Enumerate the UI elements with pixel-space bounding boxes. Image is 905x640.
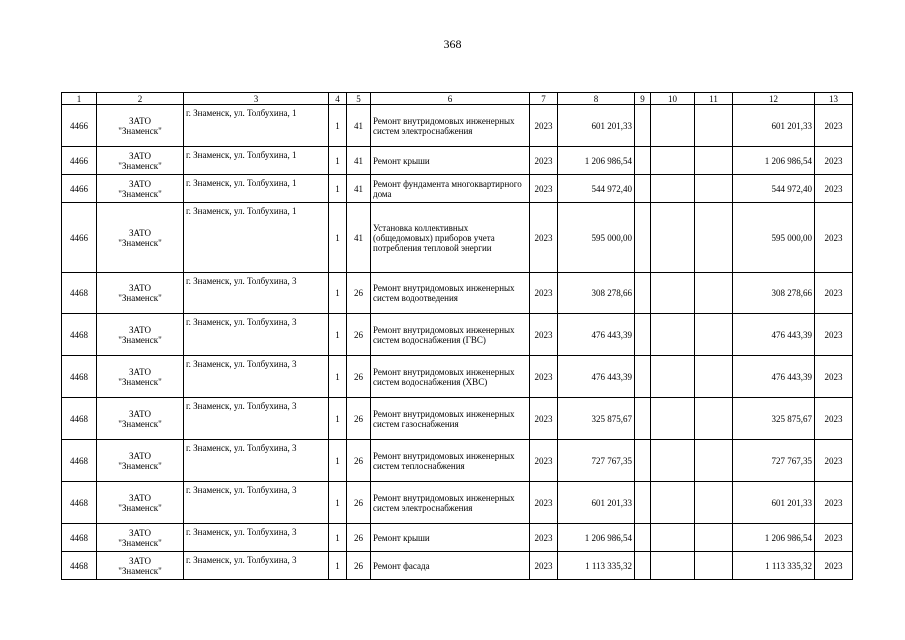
municipality-line2: "Знаменск": [118, 502, 162, 513]
col11-cell: [695, 482, 733, 524]
cost-cell: 325 875,67: [558, 398, 635, 440]
completion-year-cell: 2023: [815, 398, 853, 440]
col9-cell: [635, 273, 651, 314]
address-cell: г. Знаменск, ул. Толбухина, 3: [184, 314, 329, 356]
work-type-cell: Ремонт фасада: [371, 552, 530, 580]
column-header: 9: [635, 93, 651, 105]
work-type-cell: Ремонт крыши: [371, 524, 530, 552]
cost-cell: 544 972,40: [558, 175, 635, 203]
municipality-cell: [97, 398, 184, 440]
table-row: [62, 552, 853, 580]
cost-cell: 727 767,35: [558, 440, 635, 482]
year-cell: 2023: [530, 147, 558, 175]
col4-cell: 1: [329, 273, 347, 314]
address-cell: г. Знаменск, ул. Толбухина, 1: [184, 203, 329, 273]
col5-cell: 26: [347, 482, 371, 524]
municipality-line2: "Знаменск": [118, 334, 162, 345]
municipality-line2: "Знаменск": [118, 237, 162, 248]
col11-cell: [695, 105, 733, 147]
column-header: 3: [184, 93, 329, 105]
municipality-cell: [97, 356, 184, 398]
column-number-header-row: [62, 93, 853, 105]
completion-year-cell: 2023: [815, 552, 853, 580]
cost-cell: 1 206 986,54: [558, 147, 635, 175]
col4-cell: 1: [329, 147, 347, 175]
cost-cell: 601 201,33: [558, 482, 635, 524]
table-row: [62, 175, 853, 203]
cost-cell: 1 206 986,54: [558, 524, 635, 552]
col4-cell: 1: [329, 524, 347, 552]
address-cell: г. Знаменск, ул. Толбухина, 1: [184, 105, 329, 147]
col10-cell: [651, 398, 695, 440]
col4-cell: 1: [329, 203, 347, 273]
municipality-line1: ЗАТО: [128, 366, 152, 377]
col10-cell: [651, 273, 695, 314]
completion-year-cell: 2023: [815, 356, 853, 398]
col9-cell: [635, 524, 651, 552]
total-cost-cell: 601 201,33: [733, 482, 815, 524]
record-id-cell: 4468: [62, 524, 97, 552]
col5-cell: 26: [347, 440, 371, 482]
repair-program-table: [61, 92, 853, 580]
record-id-cell: 4468: [62, 356, 97, 398]
municipality-line1: ЗАТО: [128, 283, 152, 293]
address-cell: г. Знаменск, ул. Толбухина, 3: [184, 440, 329, 482]
total-cost-cell: 1 206 986,54: [733, 147, 815, 175]
address-cell: г. Знаменск, ул. Толбухина, 3: [184, 273, 329, 314]
table-row: [62, 203, 853, 273]
year-cell: 2023: [530, 203, 558, 273]
municipality-cell: [97, 314, 184, 356]
municipality-line2: "Знаменск": [118, 460, 162, 471]
col10-cell: [651, 147, 695, 175]
address-cell: г. Знаменск, ул. Толбухина, 3: [184, 398, 329, 440]
address-cell: г. Знаменск, ул. Толбухина, 3: [184, 356, 329, 398]
municipality-line1: ЗАТО: [128, 178, 152, 189]
column-header: 6: [371, 93, 530, 105]
col4-cell: 1: [329, 105, 347, 147]
municipality-line2: "Знаменск": [118, 293, 162, 303]
col10-cell: [651, 482, 695, 524]
table-row: [62, 356, 853, 398]
municipality-cell: [97, 203, 184, 273]
col10-cell: [651, 105, 695, 147]
municipality-cell: [97, 482, 184, 524]
col10-cell: [651, 203, 695, 273]
col11-cell: [695, 356, 733, 398]
col9-cell: [635, 175, 651, 203]
record-id-cell: 4466: [62, 105, 97, 147]
municipality-line1: ЗАТО: [128, 115, 152, 126]
municipality-line1: ЗАТО: [128, 227, 152, 238]
year-cell: 2023: [530, 524, 558, 552]
completion-year-cell: 2023: [815, 105, 853, 147]
table-row: [62, 105, 853, 147]
total-cost-cell: 595 000,00: [733, 203, 815, 273]
col10-cell: [651, 314, 695, 356]
col9-cell: [635, 398, 651, 440]
col10-cell: [651, 175, 695, 203]
year-cell: 2023: [530, 105, 558, 147]
column-header: 11: [695, 93, 733, 105]
col5-cell: 26: [347, 552, 371, 580]
completion-year-cell: 2023: [815, 203, 853, 273]
col10-cell: [651, 524, 695, 552]
col10-cell: [651, 552, 695, 580]
municipality-line2: "Знаменск": [118, 188, 162, 199]
cost-cell: 476 443,39: [558, 314, 635, 356]
municipality-line2: "Знаменск": [118, 376, 162, 387]
col9-cell: [635, 147, 651, 175]
completion-year-cell: 2023: [815, 482, 853, 524]
municipality-cell: [97, 440, 184, 482]
total-cost-cell: 325 875,67: [733, 398, 815, 440]
municipality-cell: [97, 147, 184, 175]
col11-cell: [695, 147, 733, 175]
table-row: [62, 273, 853, 314]
col5-cell: 41: [347, 105, 371, 147]
col11-cell: [695, 203, 733, 273]
col4-cell: 1: [329, 398, 347, 440]
col11-cell: [695, 552, 733, 580]
table-row: [62, 440, 853, 482]
year-cell: 2023: [530, 175, 558, 203]
year-cell: 2023: [530, 398, 558, 440]
municipality-cell: [97, 105, 184, 147]
col11-cell: [695, 175, 733, 203]
col4-cell: 1: [329, 552, 347, 580]
column-header: 12: [733, 93, 815, 105]
municipality-cell: [97, 524, 184, 552]
col4-cell: 1: [329, 175, 347, 203]
record-id-cell: 4468: [62, 314, 97, 356]
column-header: 5: [347, 93, 371, 105]
work-type-cell: Ремонт внутридомовых инженерных систем водоотведения: [371, 273, 530, 314]
table-row: [62, 147, 853, 175]
work-type-cell: Ремонт внутридомовых инженерных систем водоснабжения (ГВС): [371, 314, 530, 356]
municipality-line2: "Знаменск": [118, 160, 162, 171]
year-cell: 2023: [530, 314, 558, 356]
col11-cell: [695, 314, 733, 356]
municipality-cell: [97, 552, 184, 580]
col9-cell: [635, 552, 651, 580]
municipality-cell: [97, 175, 184, 203]
record-id-cell: 4466: [62, 203, 97, 273]
col11-cell: [695, 273, 733, 314]
col4-cell: 1: [329, 356, 347, 398]
col5-cell: 41: [347, 147, 371, 175]
municipality-line1: ЗАТО: [128, 324, 152, 335]
municipality-line1: ЗАТО: [128, 527, 152, 538]
col9-cell: [635, 314, 651, 356]
work-type-cell: Ремонт фундамента многоквартирного дома: [371, 175, 530, 203]
column-header: 1: [62, 93, 97, 105]
address-cell: г. Знаменск, ул. Толбухина, 1: [184, 175, 329, 203]
work-type-cell: Ремонт внутридомовых инженерных систем водоснабжения (ХВС): [371, 356, 530, 398]
table-row: [62, 314, 853, 356]
municipality-line2: "Знаменск": [118, 565, 162, 576]
total-cost-cell: 601 201,33: [733, 105, 815, 147]
record-id-cell: 4468: [62, 482, 97, 524]
table-row: [62, 398, 853, 440]
cost-cell: 308 278,66: [558, 273, 635, 314]
col5-cell: 26: [347, 398, 371, 440]
work-type-cell: Установка коллективных (общедомовых) приборов учета потребления тепловой энергии: [371, 203, 530, 273]
completion-year-cell: 2023: [815, 175, 853, 203]
work-type-cell: Ремонт крыши: [371, 147, 530, 175]
total-cost-cell: 544 972,40: [733, 175, 815, 203]
year-cell: 2023: [530, 482, 558, 524]
address-cell: г. Знаменск, ул. Толбухина, 3: [184, 482, 329, 524]
total-cost-cell: 727 767,35: [733, 440, 815, 482]
municipality-line1: ЗАТО: [128, 450, 152, 461]
record-id-cell: 4468: [62, 398, 97, 440]
address-cell: г. Знаменск, ул. Толбухина, 3: [184, 524, 329, 552]
municipality-line2: "Знаменск": [118, 537, 162, 548]
year-cell: 2023: [530, 273, 558, 314]
col5-cell: 26: [347, 356, 371, 398]
record-id-cell: 4468: [62, 273, 97, 314]
address-cell: г. Знаменск, ул. Толбухина, 1: [184, 147, 329, 175]
table-row: [62, 482, 853, 524]
col9-cell: [635, 203, 651, 273]
record-id-cell: 4466: [62, 147, 97, 175]
col9-cell: [635, 482, 651, 524]
col9-cell: [635, 105, 651, 147]
col4-cell: 1: [329, 314, 347, 356]
col11-cell: [695, 440, 733, 482]
municipality-line2: "Знаменск": [118, 418, 162, 429]
completion-year-cell: 2023: [815, 147, 853, 175]
year-cell: 2023: [530, 552, 558, 580]
col9-cell: [635, 440, 651, 482]
column-header: 2: [97, 93, 184, 105]
total-cost-cell: 1 113 335,32: [733, 552, 815, 580]
col5-cell: 41: [347, 203, 371, 273]
record-id-cell: 4468: [62, 552, 97, 580]
total-cost-cell: 1 206 986,54: [733, 524, 815, 552]
completion-year-cell: 2023: [815, 314, 853, 356]
municipality-line1: ЗАТО: [128, 555, 152, 566]
col10-cell: [651, 356, 695, 398]
col11-cell: [695, 398, 733, 440]
year-cell: 2023: [530, 356, 558, 398]
work-type-cell: Ремонт внутридомовых инженерных систем теплоснабжения: [371, 440, 530, 482]
col5-cell: 26: [347, 273, 371, 314]
col11-cell: [695, 524, 733, 552]
column-header: 8: [558, 93, 635, 105]
record-id-cell: 4468: [62, 440, 97, 482]
col5-cell: 26: [347, 524, 371, 552]
col5-cell: 26: [347, 314, 371, 356]
table-row: [62, 524, 853, 552]
municipality-cell: [97, 273, 184, 314]
municipality-line1: ЗАТО: [128, 492, 152, 503]
col9-cell: [635, 356, 651, 398]
municipality-line2: "Знаменск": [118, 125, 162, 136]
cost-cell: 601 201,33: [558, 105, 635, 147]
column-header: 4: [329, 93, 347, 105]
total-cost-cell: 476 443,39: [733, 356, 815, 398]
work-type-cell: Ремонт внутридомовых инженерных систем электроснабжения: [371, 482, 530, 524]
col4-cell: 1: [329, 440, 347, 482]
municipality-line1: ЗАТО: [128, 150, 152, 161]
col5-cell: 41: [347, 175, 371, 203]
address-cell: г. Знаменск, ул. Толбухина, 3: [184, 552, 329, 580]
table-body: [62, 93, 853, 580]
column-header: 10: [651, 93, 695, 105]
page-number: 368: [443, 37, 462, 51]
cost-cell: 595 000,00: [558, 203, 635, 273]
col10-cell: [651, 440, 695, 482]
completion-year-cell: 2023: [815, 524, 853, 552]
col4-cell: 1: [329, 482, 347, 524]
completion-year-cell: 2023: [815, 273, 853, 314]
year-cell: 2023: [530, 440, 558, 482]
total-cost-cell: 308 278,66: [733, 273, 815, 314]
record-id-cell: 4466: [62, 175, 97, 203]
column-header: 13: [815, 93, 853, 105]
cost-cell: 476 443,39: [558, 356, 635, 398]
work-type-cell: Ремонт внутридомовых инженерных систем электроснабжения: [371, 105, 530, 147]
column-header: 7: [530, 93, 558, 105]
total-cost-cell: 476 443,39: [733, 314, 815, 356]
cost-cell: 1 113 335,32: [558, 552, 635, 580]
municipality-line1: ЗАТО: [128, 408, 152, 419]
work-type-cell: Ремонт внутридомовых инженерных систем газоснабжения: [371, 398, 530, 440]
completion-year-cell: 2023: [815, 440, 853, 482]
